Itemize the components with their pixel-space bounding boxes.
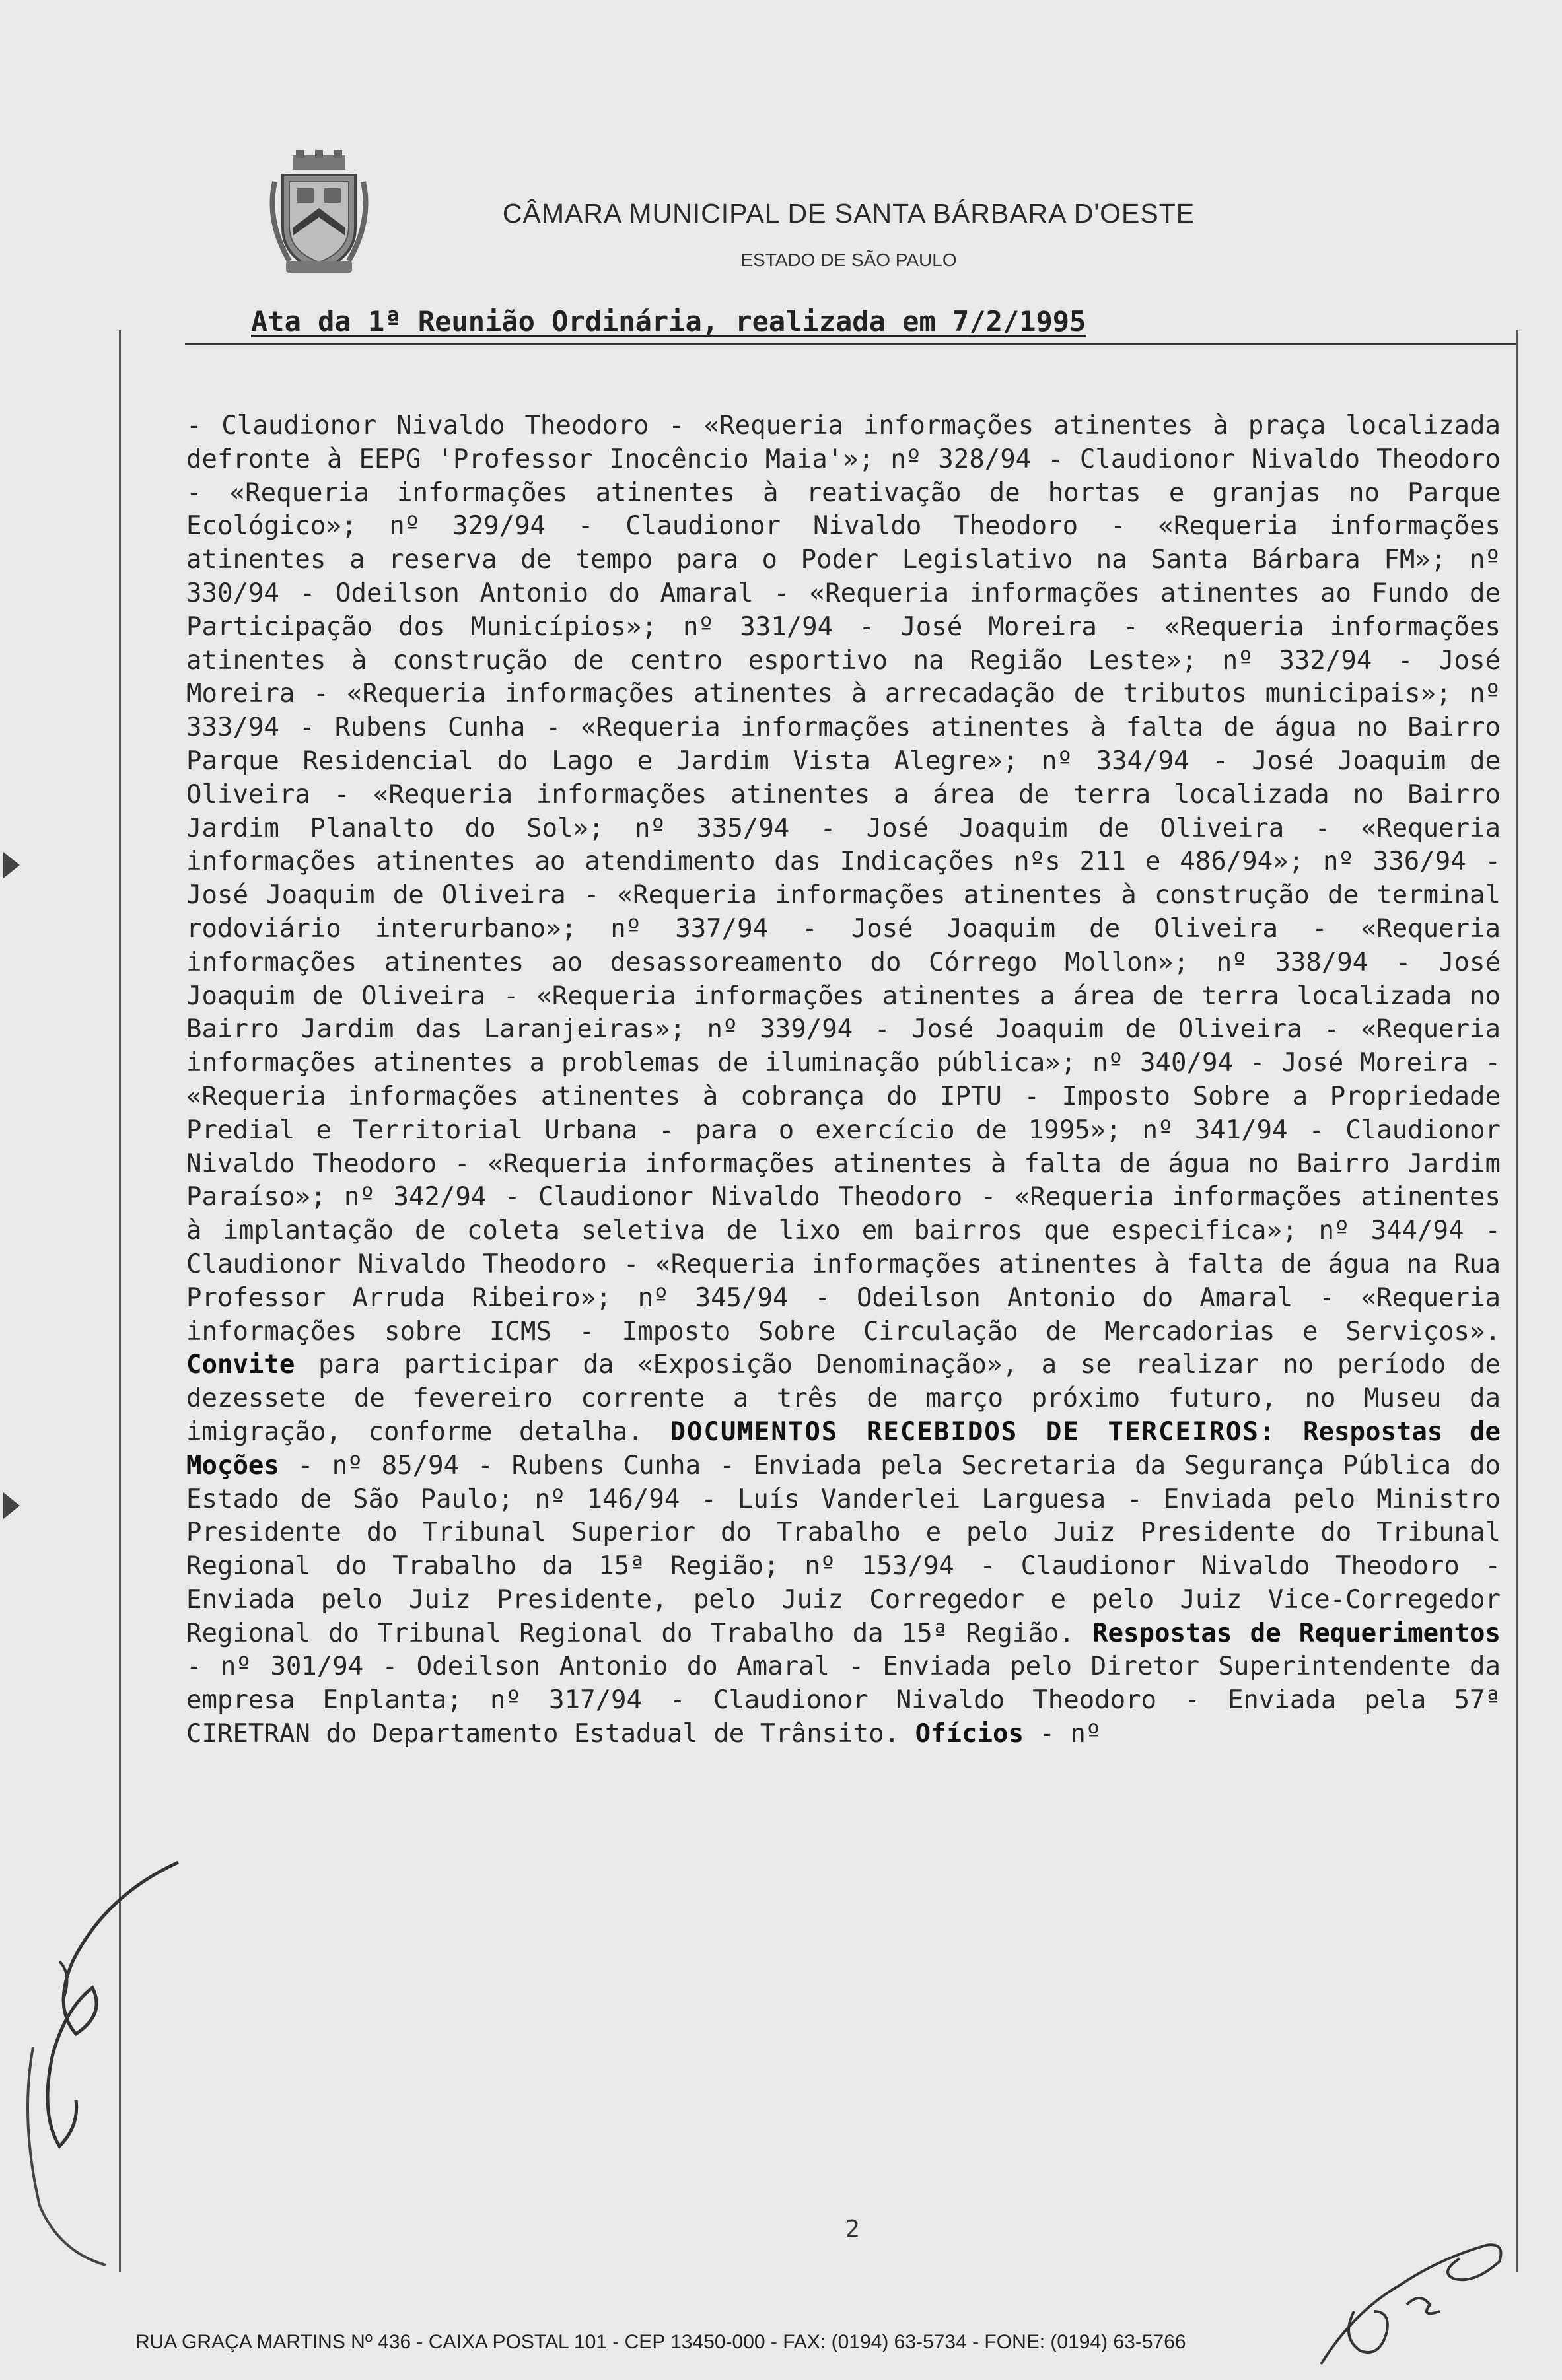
motions-replies-text: - nº 85/94 - Rubens Cunha - Enviada pela Secretaria da Segurança Pública do Estado de São Paulo; nº 146/94 - Luís Vanderlei Larguesa - Enviada pelo Ministro Presidente do Tribunal Superior do Trabalho e pelo Juiz Presidente do Tribunal Regional do Trabalho da 15ª Região; nº 153/94 - Claudionor Nivaldo Theodoro - Enviada pelo Juiz Presidente, pelo Juiz Corregedor e pelo Juiz Vice-Corregedor Regional do Tribunal Regional do Trabalho da 15ª Região. [186,1450,1501,1648]
requests-replies-label: Respostas de Requerimentos [1092,1618,1501,1648]
minutes-title: Ata da 1ª Reunião Ordinária, realizada em 7/2/1995 [251,305,1086,337]
page-number: 2 [845,2216,860,2243]
footer-address: RUA GRAÇA MARTINS Nº 436 - CAIXA POSTAL 101 - CEP 13450-000 - FAX: (0194) 63-5734 - FONE: (0194) 63-5766 [135,2331,1186,2353]
documents-received-heading: DOCUMENTOS RECEBIDOS DE TERCEIROS: [670,1417,1277,1447]
requests-replies-text: - nº 301/94 - Odeilson Antonio do Amaral - Enviada pelo Diretor Superintendente da empresa Enplanta; nº 317/94 - Claudionor Nivaldo Theodoro - Enviada pela 57ª CIRETRAN do Departamento Estadual de Trânsito. [186,1652,1501,1749]
coat-of-arms-seal [263,149,375,281]
oficios-text: - nº [1039,1719,1102,1749]
motions-replies-label: Respostas de Moções [186,1417,1501,1481]
minutes-body [186,409,1501,2179]
footer-signature [1308,2232,1526,2377]
convite-text: para participar da «Exposição Denominação», a se realizar no período de dezessete de fevereiro corrente a três de março próximo futuro, no Museu da imigração, conforme detalha. [186,1350,1501,1447]
state-name: ESTADO DE SÃO PAULO [740,250,957,270]
right-margin-rule [1516,330,1518,2272]
convite-label: Convite [186,1350,295,1380]
requests-paragraph: - Claudionor Nivaldo Theodoro - «Requeria informações atinentes à praça localizada defronte à EEPG 'Professor Inocêncio Maia'»; nº 328/94 - Claudionor Nivaldo Theodoro - «Requeria informações atinentes à reativação de hortas e granjas no Parque Ecológico»; nº 329/94 - Claudionor Nivaldo Theodoro - «Requeria informações atinentes a reserva de tempo para o Poder Legislativo na Santa Bárbara FM»; nº 330/94 - Odeilson Antonio do Amaral - «Requeria informações atinentes ao Fundo de Participação dos Municípios»; nº 331/94 - José Moreira - «Requeria informações atinentes à construção de centro esportivo na Região Leste»; nº 332/94 - José Moreira - «Requeria informações atinentes à arrecadação de tributos municipais»; nº 333/94 - Rubens Cunha - «Requeria informações atinentes à falta de água no Bairro Parque Residencial do Lago e Jardim Vista Alegre»; nº 334/94 - José Joaquim de Oliveira - «Requeria informações atinentes a área de terra localizada no Bairro Jardim Planalto do Sol»; nº 335/94 - José Joaquim de Oliveira - «Requeria informações atinentes ao atendimento das Indicações nºs 211 e 486/94»; nº 336/94 - José Joaquim de Oliveira - «Requeria informações atinentes à construção de terminal rodoviário interurbano»; nº 337/94 - José Joaquim de Oliveira - «Requeria informações atinentes ao desassoreamento do Córrego Mollon»; nº 338/94 - José Joaquim de Oliveira - «Requeria informações atinentes a área de terra localizada no Bairro Jardim das Laranjeiras»; nº 339/94 - José Joaquim de Oliveira - «Requeria informações atinentes a problemas de iluminação pública»; nº 340/94 - José Moreira - «Requeria informações atinentes à cobrança do IPTU - Imposto Sobre a Propriedade Predial e Territorial Urbana - para o exercício de 1995»; nº 341/94 - Claudionor Nivaldo Theodoro - «Requeria informações atinentes à falta de água no Bairro Jardim Paraíso»; nº 342/94 - Claudionor Nivaldo Theodoro - «Requeria informações atinentes à implantação de coleta seletiva de lixo em bairros que especifica»; nº 344/94 - Claudionor Nivaldo Theodoro - «Requeria informações atinentes à falta de água na Rua Professor Arruda Ribeiro»; nº 345/94 - Odeilson Antonio do Amaral - «Requeria informações sobre ICMS - Imposto Sobre Circulação de Mercadorias e Serviços». [186,411,1501,1347]
title-rule [185,343,1516,345]
punch-hole-mark [0,1486,26,1525]
punch-hole-mark [0,845,26,885]
left-margin-signature [13,1836,185,2272]
institution-name: CÂMARA MUNICIPAL DE SANTA BÁRBARA D'OESTE [502,198,1195,228]
oficios-label: Ofícios [915,1719,1024,1749]
